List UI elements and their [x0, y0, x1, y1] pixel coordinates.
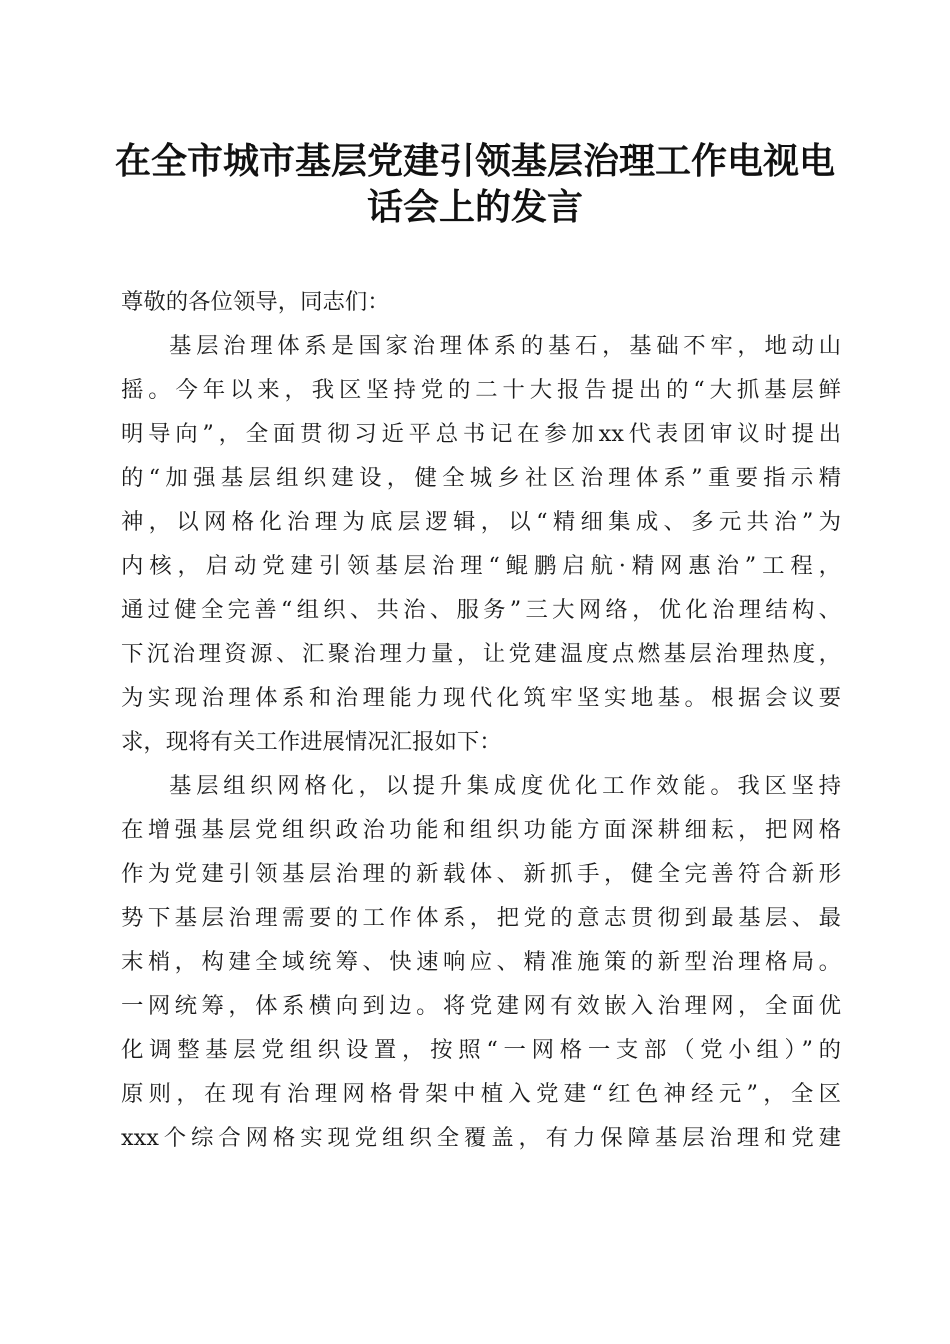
salutation: 尊敬的各位领导，同志们：: [121, 289, 390, 315]
paragraph-line: 为实现治理体系和治理能力现代化筑牢坚实地基。根据会议要: [121, 685, 841, 711]
paragraph-line: 基层组织网格化，以提升集成度优化工作效能。我区坚持: [169, 773, 841, 799]
paragraph-line: 摇。今年以来，我区坚持党的二十大报告提出的“大抓基层鲜: [121, 377, 841, 403]
document-body: [121, 280, 841, 1160]
paragraph-line: 明导向”，全面贯彻习近平总书记在参加xx代表团审议时提出: [121, 421, 841, 447]
paragraph-line: 一网统筹，体系横向到边。将党建网有效嵌入治理网，全面优: [121, 993, 841, 1019]
document-title: [100, 138, 850, 230]
paragraph-line: 势下基层治理需要的工作体系，把党的意志贯彻到最基层、最: [121, 905, 841, 931]
paragraph-line: 原则，在现有治理网格骨架中植入党建“红色神经元”，全区: [121, 1081, 841, 1107]
title-line: 话会上的发言: [366, 186, 583, 228]
paragraph-line: 下沉治理资源、汇聚治理力量，让党建温度点燃基层治理热度，: [121, 641, 841, 667]
title-line: 在全市城市基层党建引领基层治理工作电视电: [114, 140, 835, 182]
paragraph-line: 通过健全完善“组织、共治、服务”三大网络，优化治理结构、: [121, 597, 841, 623]
paragraph-line: 求，现将有关工作进展情况汇报如下：: [121, 729, 502, 755]
paragraph-line: 化调整基层党组织设置，按照“一网格一支部（党小组）”的: [121, 1037, 841, 1063]
paragraph-line: 末梢，构建全域统筹、快速响应、精准施策的新型治理格局。: [121, 949, 841, 975]
paragraph-line: 的“加强基层组织建设，健全城乡社区治理体系”重要指示精: [121, 465, 841, 491]
paragraph-line: 在增强基层党组织政治功能和组织功能方面深耕细耘，把网格: [121, 817, 841, 843]
paragraph-line: 神，以网格化治理为底层逻辑，以“精细集成、多元共治”为: [121, 509, 841, 535]
paragraph-line: xxx个综合网格实现党组织全覆盖，有力保障基层治理和党建: [121, 1125, 841, 1151]
paragraph-line: 作为党建引领基层治理的新载体、新抓手，健全完善符合新形: [121, 861, 841, 887]
paragraph-line: 基层治理体系是国家治理体系的基石，基础不牢，地动山: [169, 333, 841, 359]
paragraph-line: 内核，启动党建引领基层治理“鲲鹏启航·精网惠治”工程，: [121, 553, 841, 579]
